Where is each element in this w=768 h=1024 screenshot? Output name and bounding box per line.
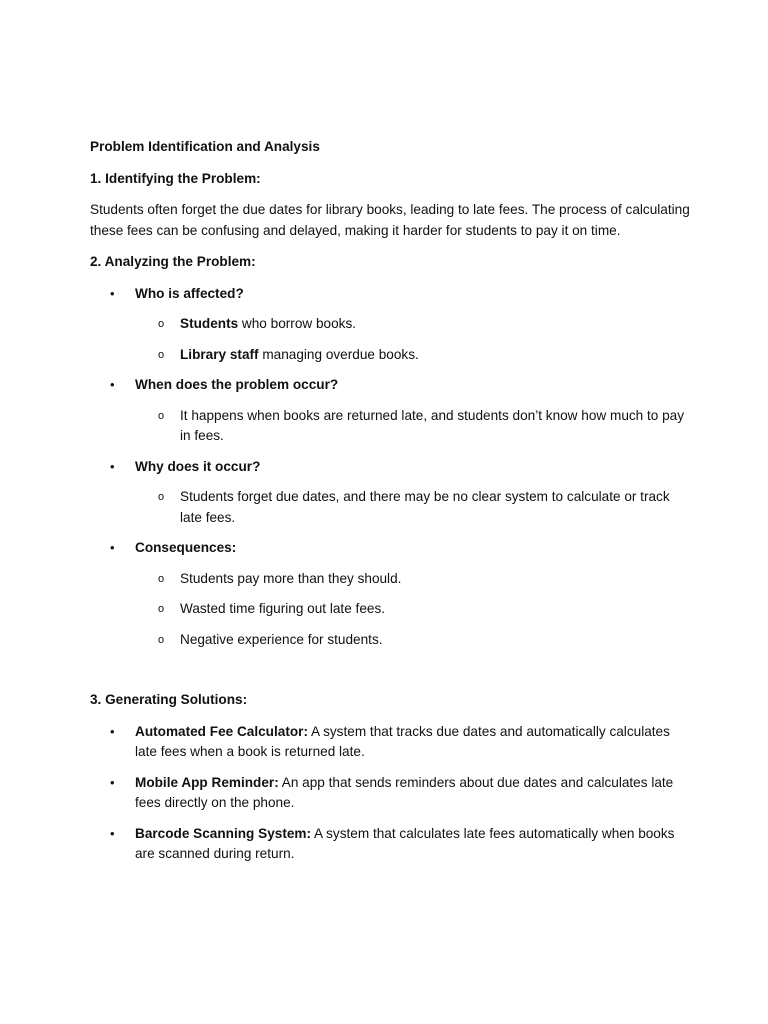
subitem-text: managing overdue books. [258,346,419,362]
solution-name: Barcode Scanning System: [135,825,312,841]
solution-item [90,773,690,814]
analysis-sublist [135,406,690,447]
subitem-text: Students pay more than they should. [180,570,402,586]
analysis-subitem [135,630,690,651]
section-3-heading: 3. Generating Solutions: [90,692,248,707]
analysis-sublist [135,569,690,651]
circle-bullet-icon: o [158,409,165,422]
analysis-item-label: Who is affected? [135,285,244,301]
section-1-heading: 1. Identifying the Problem: [90,170,261,186]
analysis-item-label: Consequences: [135,540,237,555]
analysis-subitem [135,345,690,366]
analysis-list [90,284,690,651]
document-title: Problem Identification and Analysis [90,139,320,154]
bullet-icon: • [110,377,115,392]
bullet-icon: • [110,723,115,739]
solution-item [90,722,690,763]
section-spacer [90,660,690,690]
subitem-text: It happens when books are returned late, and students don’t know how much to pay in fees. [180,407,685,443]
subitem-text: Negative experience for students. [180,631,383,647]
document-page [90,137,690,875]
bullet-icon: • [110,540,115,555]
solution-name: Mobile App Reminder: [135,774,279,790]
subitem-text: Wasted time figuring out late fees. [180,601,386,616]
circle-bullet-icon: o [158,318,165,330]
bullet-icon: • [110,285,115,301]
subitem-bold: Students [180,316,239,331]
analysis-item [90,284,690,366]
analysis-item [90,457,690,529]
bullet-icon: • [110,458,115,474]
solution-description: A system that tracks due dates and automatically calculates late fees when a book is returned late. [135,723,670,759]
circle-bullet-icon: o [158,603,165,615]
circle-bullet-icon: o [158,572,165,585]
solution-description: An app that sends reminders about due dates and calculates late fees directly on the phone. [135,774,674,810]
solution-description: A system that calculates late fees automatically when books are scanned during return. [135,825,675,861]
analysis-subitem [135,314,690,335]
analysis-item [90,375,690,447]
analysis-item-label: When does the problem occur? [135,377,339,392]
solution-item [90,824,690,865]
circle-bullet-icon: o [158,633,165,646]
analysis-sublist [135,314,690,365]
solution-name: Automated Fee Calculator: [135,723,308,739]
analysis-sublist [135,487,690,528]
solutions-list [90,722,690,865]
circle-bullet-icon: o [158,491,165,503]
bullet-icon: • [110,825,115,841]
subitem-text: Students forget due dates, and there may be no clear system to calculate or track late fees. [180,489,670,525]
analysis-item [90,538,690,650]
analysis-subitem [135,487,690,528]
subitem-text: who borrow books. [238,316,357,331]
section-2-heading: 2. Analyzing the Problem: [90,254,256,269]
bullet-icon: • [110,774,115,790]
analysis-subitem [135,569,690,590]
section-1-paragraph: Students often forget the due dates for library books, leading to late fees. The process of calculating these fees can be confusing and delayed, making it harder for students to pay it on time. [90,202,690,238]
analysis-subitem [135,599,690,620]
circle-bullet-icon: o [158,348,165,361]
analysis-subitem [135,406,690,447]
analysis-item-label: Why does it occur? [135,458,261,474]
subitem-bold: Library staff [180,346,259,362]
